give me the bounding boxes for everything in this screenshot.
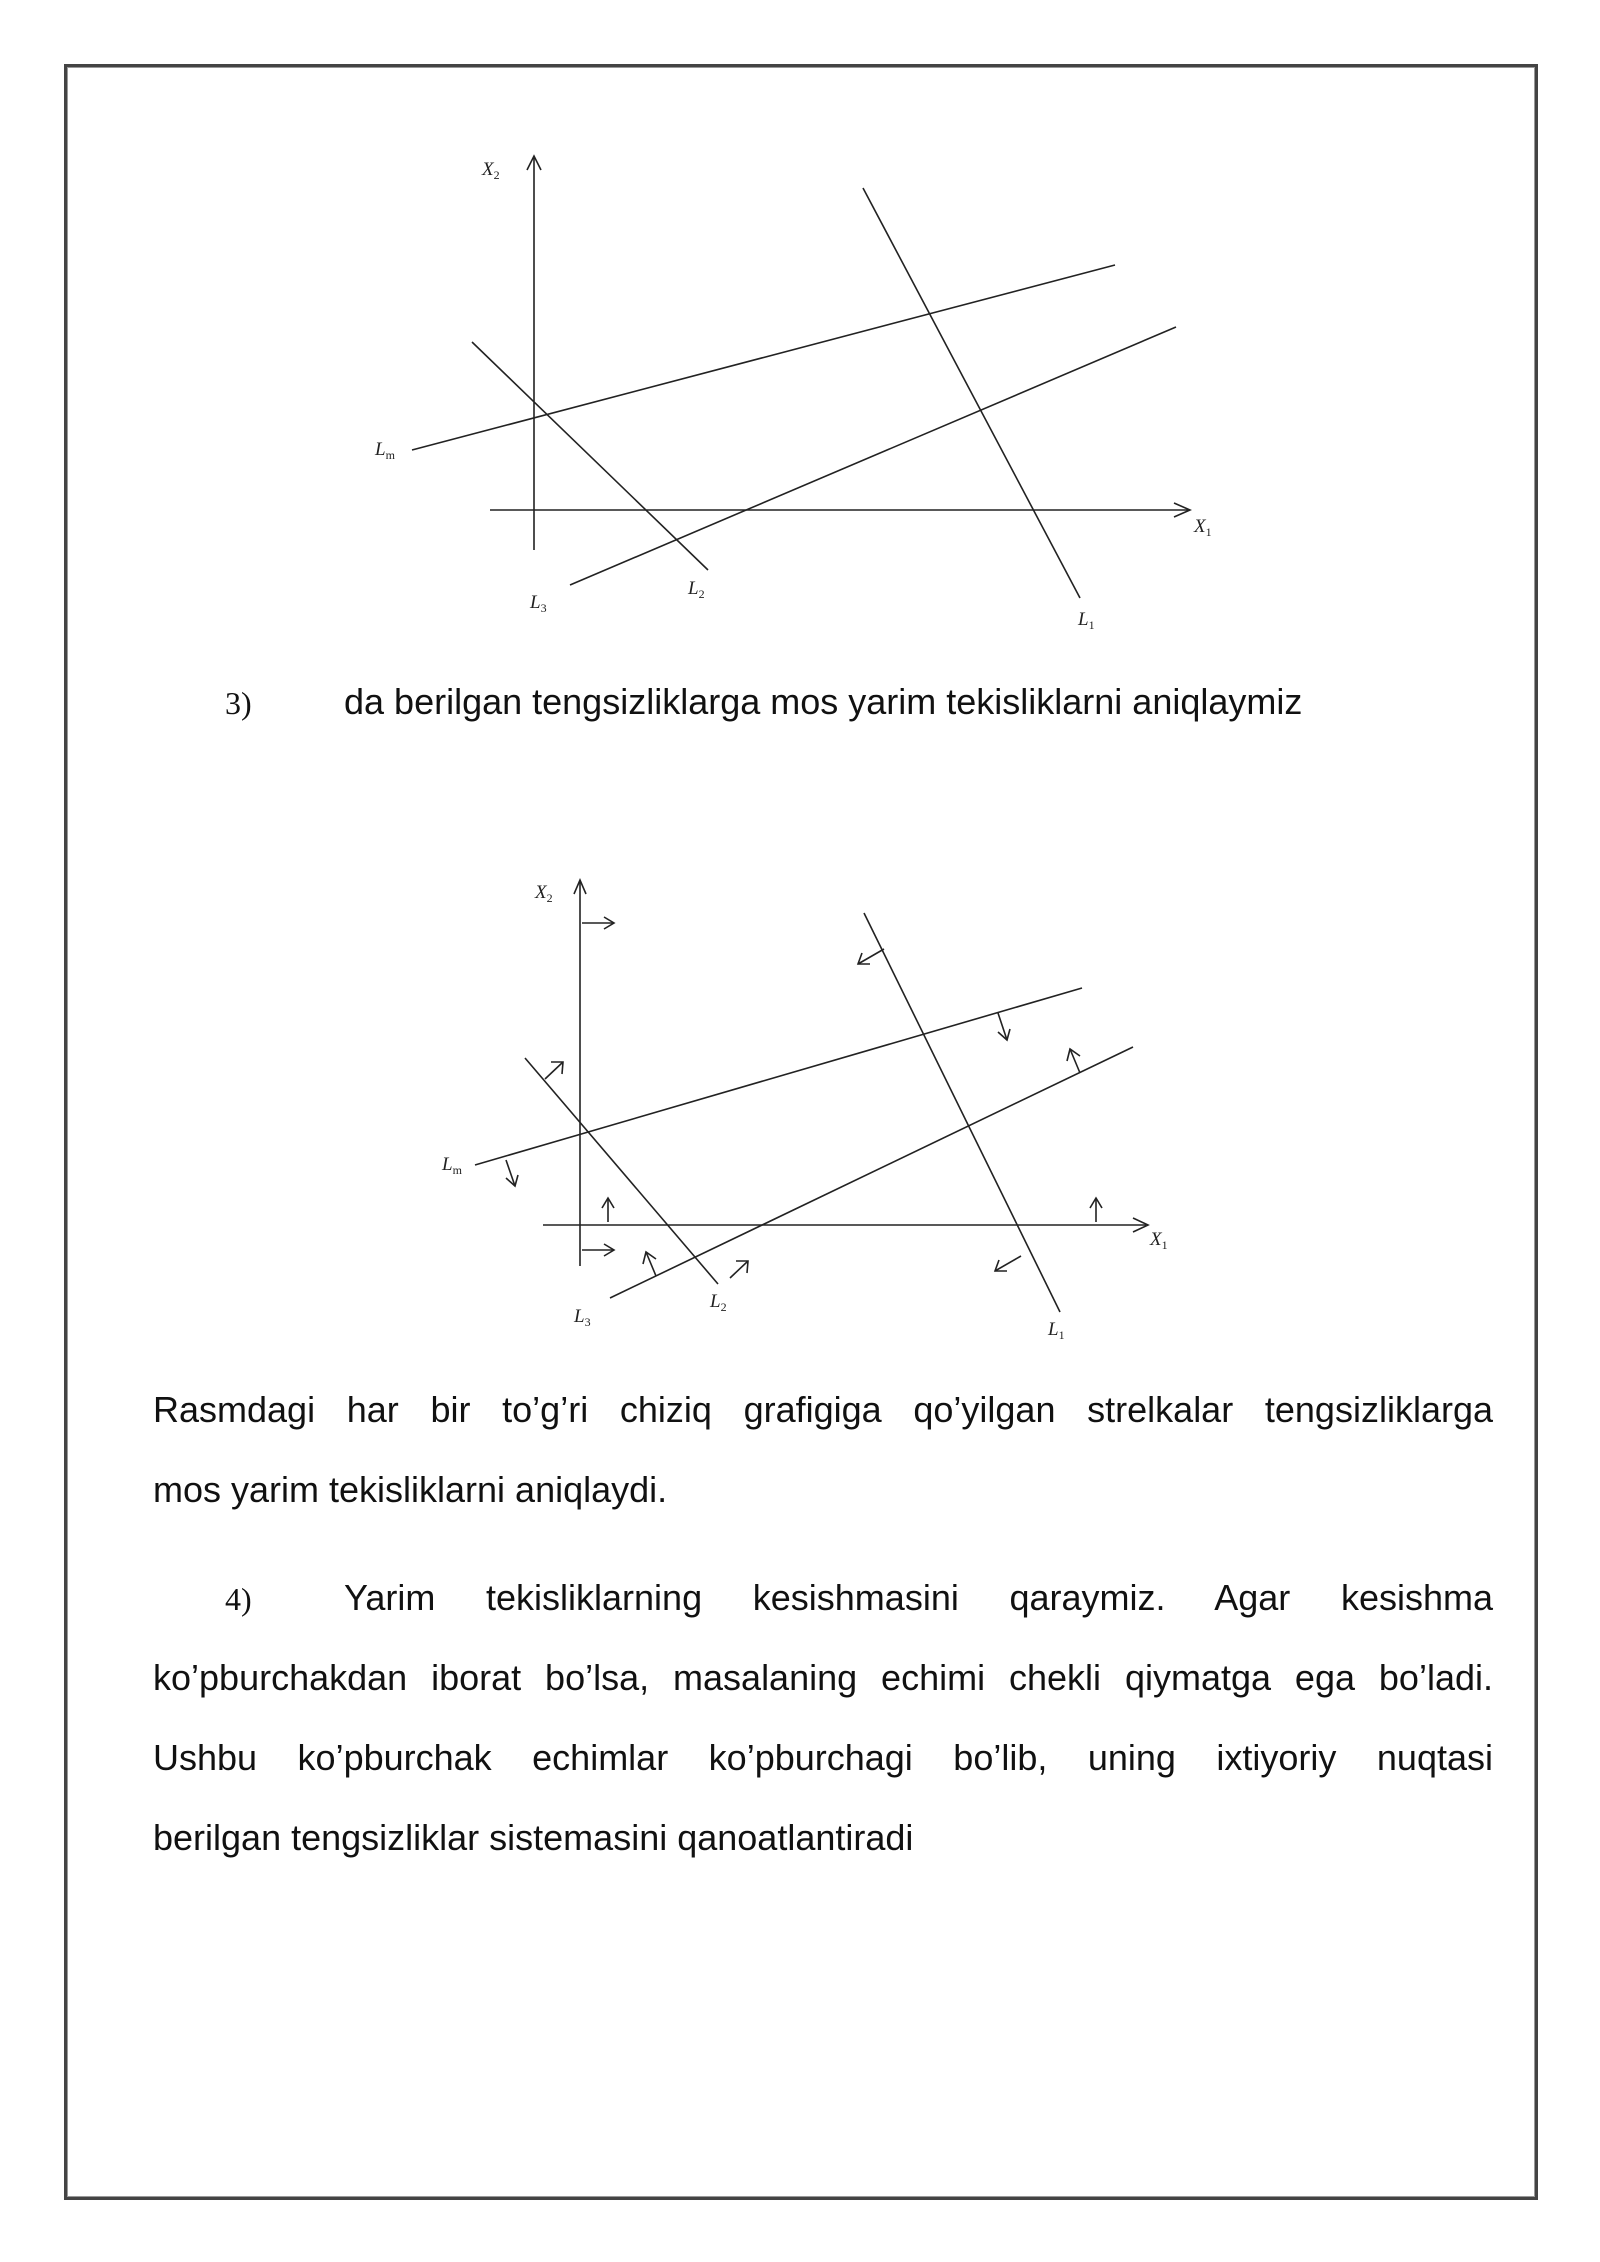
x1-axis-up-arrow-right: [1090, 1198, 1102, 1222]
lm-direction-arrow-right: [998, 1013, 1010, 1040]
step-4-line-4: berilgan tengsizliklar sistemasini qanoatlantiradi: [153, 1817, 914, 1858]
x2-axis-direction-arrow: [582, 917, 614, 929]
lm-label: $L_m$: [375, 439, 395, 462]
line-l3: [610, 1047, 1133, 1298]
lm-label: $L_m$: [442, 1154, 462, 1177]
l2-direction-arrow-top: [545, 1062, 563, 1079]
l1-label: $L_1$: [1048, 1319, 1065, 1342]
step-4-number: 4): [225, 1581, 252, 1617]
step-4-line-3: Ushbu ko’pburchak echimlar ko’pburchagi bo’lib, uning ixtiyoriy nuqtasi: [153, 1737, 1493, 1778]
l1-label: $L_1$: [1078, 609, 1095, 632]
step-3-number: 3): [225, 685, 252, 721]
x2-axis-label: $X_2$: [535, 882, 553, 905]
paragraph-1-line-2: mos yarim tekisliklarni aniqlaydi.: [153, 1469, 668, 1510]
x1-axis-label: $X_1$: [1150, 1229, 1168, 1252]
l2-label: $L_2$: [710, 1291, 727, 1314]
l2-direction-arrow-bottom: [730, 1261, 748, 1278]
l2-label: $L_2$: [688, 578, 705, 601]
line-lm: [475, 988, 1082, 1165]
l1-direction-arrow-bottom: [995, 1256, 1021, 1271]
x1-axis-direction-arrow-left: [582, 1244, 614, 1256]
x1-axis-label: $X_1$: [1194, 516, 1212, 539]
l3-direction-arrow-left: [643, 1252, 656, 1276]
line-l1: [864, 913, 1060, 1312]
l1-direction-arrow-top: [858, 949, 884, 964]
x2-axis-label: $X_2$: [482, 159, 500, 182]
step-4: [225, 1558, 1493, 1639]
x1-axis-up-arrow-left: [602, 1198, 614, 1222]
l3-direction-arrow-right: [1067, 1049, 1080, 1073]
line-l2: [525, 1058, 718, 1284]
l3-label: $L_3$: [574, 1306, 591, 1329]
paragraph-1-line-1: Rasmdagi har bir to’g’ri chiziq grafigiga qo’yilgan strelkalar tengsizliklarga: [153, 1389, 1493, 1430]
l3-label: $L_3$: [530, 592, 547, 615]
lm-direction-arrow-left: [506, 1160, 518, 1186]
step-4-line-2: ko’pburchakdan iborat bo’lsa, masalaning echimi chekli qiymatga ega bo’ladi.: [153, 1657, 1493, 1698]
step-3-text: da berilgan tengsizliklarga mos yarim tekisliklarni aniqlaymiz: [344, 681, 1303, 722]
step-4-line-1: Yarim tekisliklarning kesishmasini qaraymiz. Agar kesishma: [344, 1577, 1493, 1618]
